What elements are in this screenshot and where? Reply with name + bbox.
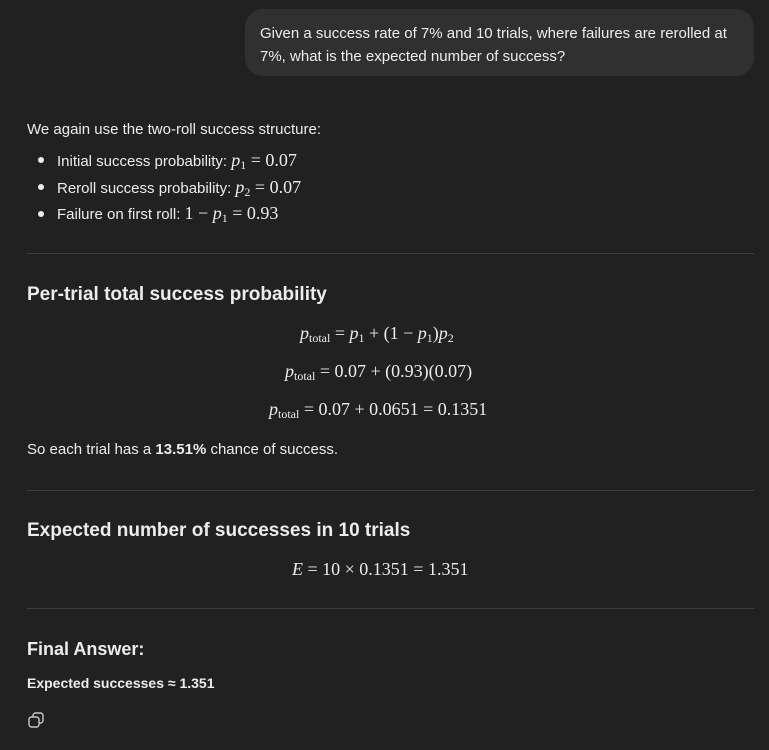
final-answer-heading: Final Answer: <box>27 639 145 659</box>
divider <box>27 253 754 254</box>
per-trial-summary: So each trial has a 13.51% chance of success. <box>27 441 339 458</box>
bullet-reroll-success: Reroll success probability: $p_2 = 0.07$ <box>57 177 302 199</box>
bullet-initial-success: Initial success probability: $p_1 = 0.07$ <box>57 150 297 172</box>
divider <box>27 608 754 609</box>
equation-ptotal-result: $p_{total} = 0.07 + 0.0651 = 0.1351$ <box>269 399 488 421</box>
user-message-text: Given a success rate of 7% and 10 trials, where failures are rerolled at 7%, what is the expected number of success? <box>260 25 727 65</box>
bullet-dot <box>38 211 44 217</box>
section-heading-per-trial: Per-trial total success probability <box>27 284 327 305</box>
section-heading-expected: Expected number of successes in 10 trials <box>27 520 411 541</box>
bullet-dot <box>38 184 44 190</box>
divider <box>27 490 754 491</box>
final-answer-text: Expected successes ≈ 1.351 <box>27 675 215 691</box>
bullet-failure-first-roll: Failure on first roll: $1 - p_1 = 0.93$ <box>57 203 279 225</box>
copy-icon[interactable] <box>27 711 45 729</box>
bullet-dot <box>38 157 44 163</box>
equation-ptotal-substituted: $p_{total} = 0.07 + (0.93)(0.07)$ <box>285 361 473 383</box>
equation-expected-value: E = 10 × 0.1351 = 1.351 <box>292 559 469 579</box>
equation-ptotal-formula: $p_{total} = p_1 + (1 - p_1)p_2$ <box>300 323 454 345</box>
intro-text: We again use the two-roll success structure: <box>27 121 322 138</box>
user-message-bubble <box>245 9 754 76</box>
